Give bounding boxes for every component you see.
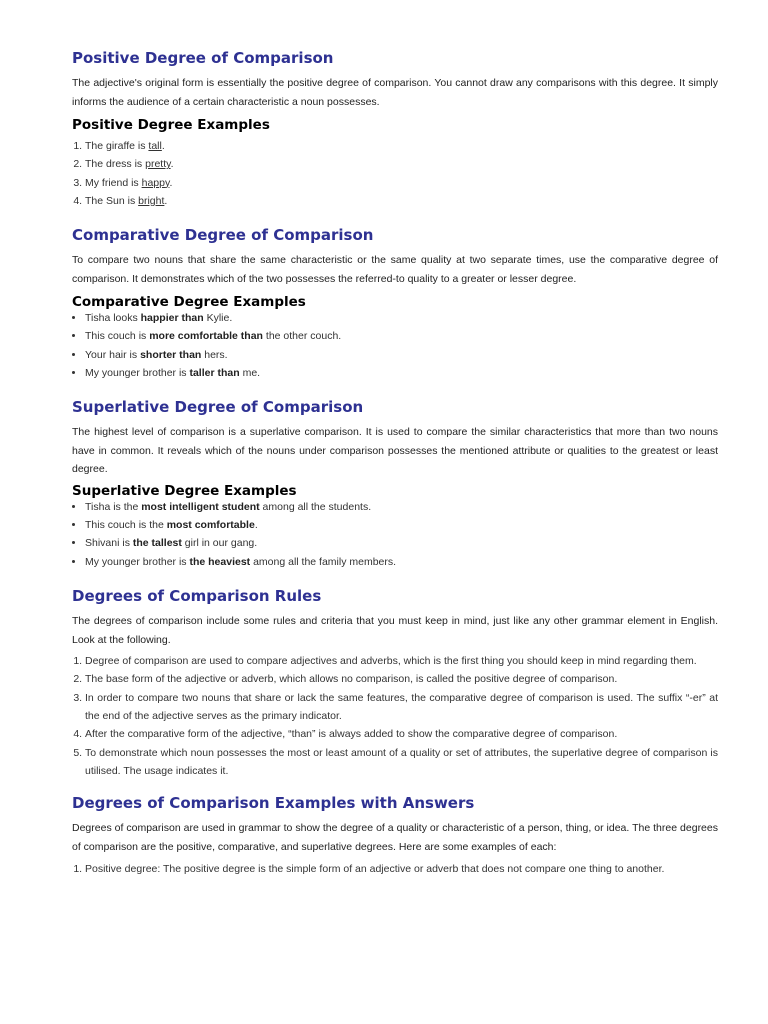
list-item: • Tisha looks happier than Kylie. (85, 309, 718, 327)
article-content (72, 0, 718, 878)
answers-section (72, 792, 718, 878)
list-item: 1. Degree of comparison are used to compare adjectives and adverbs, which is the first thing you should keep in mind regarding them. (85, 652, 718, 670)
list-item: 1. The giraffe is tall. (85, 137, 718, 155)
list-item: • Tisha is the most intelligent student among all the students. (85, 498, 718, 516)
underlined-adjective: pretty (145, 158, 171, 171)
positive-section (72, 47, 718, 210)
list-item: 5. To demonstrate which noun possesses the most or least amount of a quality or set of attributes, the superlative degree of comparison is utilised. The usage indicates it. (85, 744, 718, 781)
answers-heading: Degrees of Comparison Examples with Answers (72, 794, 475, 813)
comparative-intro: To compare two nouns that share the same characteristic or the same quality at two separate times, use the comparative degree of comparison. It demonstrates which of the two possesses the referred-to quality to a greater or lesser degree. (72, 254, 718, 285)
list-item: 3. My friend is happy. (85, 174, 718, 192)
underlined-adjective: tall (148, 140, 162, 152)
superlative-intro: The highest level of comparison is a superlative comparison. It is used to compare the similar characteristics that more than two nouns have in common. It reveals which of the nouns under comparison possesses the mentioned attribute or qualities to the greatest or least degree. (72, 426, 718, 476)
rules-heading: Degrees of Comparison Rules (72, 587, 322, 606)
positive-examples-heading: Positive Degree Examples (72, 117, 270, 133)
superlative-section (72, 396, 718, 571)
answers-intro: Degrees of comparison are used in grammar to show the degree of a quality or characteristic of a person, thing, or idea. The three degrees of comparison are the positive, comparative, and superlative degrees. Here are some examples of each: (72, 822, 718, 853)
list-item: 4. The Sun is bright. (85, 192, 718, 210)
list-item: 3. In order to compare two nouns that share or lack the same features, the comparative degree of comparison is used. The suffix “-er” at the end of the adjective serves as the primary indicator. (85, 689, 718, 726)
comparative-examples-heading: Comparative Degree Examples (72, 294, 306, 311)
positive-heading: Positive Degree of Comparison (72, 49, 334, 67)
comparative-examples-list (72, 309, 718, 382)
list-item: • This couch is the most comfortable. (85, 516, 718, 534)
underlined-adjective: bright (138, 194, 165, 207)
rules-section (72, 585, 718, 780)
comparative-heading: Comparative Degree of Comparison (72, 226, 374, 245)
positive-intro: The adjective's original form is essentially the positive degree of comparison. You cannot draw any comparisons with this degree. It simply informs the audience of a certain characteristic a noun possesses. (72, 77, 718, 108)
rules-list (72, 652, 718, 780)
comparative-section (72, 224, 718, 382)
list-item: • Shivani is the tallest girl in our gang. (85, 534, 718, 552)
list-item: 2. The base form of the adjective or adverb, which allows no comparison, is called the positive degree of comparison. (85, 670, 718, 688)
superlative-heading: Superlative Degree of Comparison (72, 398, 364, 417)
answers-list (72, 860, 718, 878)
underlined-adjective: happy (141, 176, 170, 189)
list-item: • My younger brother is taller than me. (85, 364, 718, 382)
list-item: 4. After the comparative form of the adjective, “than” is always added to show the comparative degree of comparison. (85, 725, 718, 743)
list-item: • My younger brother is the heaviest among all the family members. (85, 553, 718, 571)
rules-intro: The degrees of comparison include some rules and criteria that you must keep in mind, just like any other grammar element in English. Look at the following. (72, 615, 718, 646)
positive-examples-list (72, 137, 718, 210)
superlative-examples-list (72, 498, 718, 571)
list-item: • Your hair is shorter than hers. (85, 346, 718, 364)
superlative-examples-heading: Superlative Degree Examples (72, 482, 297, 499)
list-item: • This couch is more comfortable than the other couch. (85, 327, 718, 345)
list-item: 2. The dress is pretty. (85, 155, 718, 173)
list-item: 1. Positive degree: The positive degree is the simple form of an adjective or adverb that does not compare one thing to another. (85, 860, 718, 878)
